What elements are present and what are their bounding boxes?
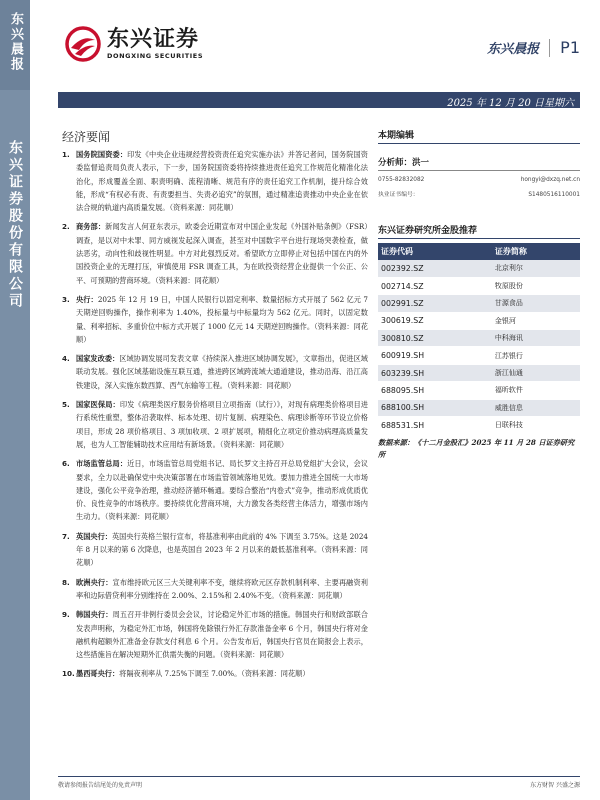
table-header-row — [378, 243, 580, 260]
table-row — [378, 277, 580, 294]
news-item — [62, 293, 368, 346]
right-column — [378, 128, 580, 461]
cert-label: 执业证书编号： — [378, 192, 419, 198]
divider — [378, 143, 580, 144]
stock-name: 福昕软件 — [492, 382, 580, 399]
news-text: 宣布维持欧元区三大关键利率不变，继续将欧元区存款机制利率、主要再融资利率和边际借贷利率分别维持在 2.00%、2.15%和 2.40%不变。（资料来源：同花顺） — [76, 577, 368, 600]
stock-name: 甘源食品 — [492, 295, 580, 312]
news-item — [62, 530, 368, 570]
editor-section-title: 本期编辑 — [378, 131, 415, 141]
news-text: 印发《病理类医疗服务价格项目立项指南（试行）》，对现有病理类价格项目进行系统性重塑，整体沿袭取样、标本处理、切片复制、病理染色、病理诊断等环节设立价格项目，形成 28 项价格项目、3 项加收项、2 项扩展项，精细化立项定价推动病理高质量发展，也为人工智能辅助技术应用结有新场景。（资料来源：同花顺） — [76, 400, 368, 449]
stock-name: 浙江仙通 — [492, 364, 580, 381]
news-headline: 市场监管总局： — [76, 459, 128, 469]
cert-number: S1480516110001 — [528, 192, 580, 198]
side-report-label: 东兴晨报 — [8, 12, 23, 72]
news-headline: 央行： — [76, 294, 98, 304]
news-item — [62, 576, 368, 603]
analyst-phone: 0755-82832082 — [378, 177, 425, 183]
news-number: 2. — [62, 222, 70, 232]
analyst-email[interactable]: hongyi@dxzq.net.cn — [520, 177, 580, 183]
news-item — [62, 148, 368, 214]
column-header: 证券代码 — [378, 243, 492, 260]
table-source-note: 数据来源：《十二月金股汇》2025 年 11 月 28 日证券研究所 — [378, 438, 575, 460]
table-row — [378, 260, 580, 277]
page-number: P1 — [560, 38, 580, 57]
news-text: 近日，市场监管总局党组书记、局长罗文主持召开总局党组扩大会议，会议要求，全力以赴确保党中央决策部署在市场监管领域落地见效。要加力推进全国统一大市场建设，强化公平竞争治理，推动经济循环畅通。要综合整治“内卷式”竞争，推动形成优质优价、良性竞争的市场秩序。要持续优化营商环境，大力激发各类经营主体活力，增强市场内生动力。（资料来源：同花顺） — [76, 459, 368, 522]
disclaimer-note: 敬请参阅报告结尾处的免责声明 — [58, 782, 143, 789]
news-number: 5. — [62, 400, 70, 410]
stock-name: 金银河 — [492, 312, 580, 329]
table-row — [378, 312, 580, 329]
news-text: 周五召开非例行委员会会议，讨论稳定外汇市场的措施。韩国央行和财政部联合发表声明称，为稳定外汇市场，韩国将免除银行外汇存款准备金率 6 个月，韩国央行将对金融机构超额外汇准备金存款支付利息 6 个月。公告发布后，韩国央行官员在简报会上表示，这些措施旨在解决短期外汇供需失衡的问题。（资料来源：同花顺） — [76, 610, 368, 660]
stock-name: 北京利尔 — [492, 260, 580, 277]
stock-code: 603239.SH — [378, 364, 492, 381]
news-headline: 国务院国资委： — [76, 150, 128, 159]
news-headline: 国家发改委： — [76, 354, 120, 364]
news-number: 8. — [62, 577, 70, 587]
news-list — [62, 148, 368, 687]
news-text: 印发《中央企业违规经营投资责任追究实施办法》并答记者问，国务院国资委监督追责局负责人表示，下一步，国务院国资委将持续推进责任追究工作规范化精准化法治化，形成覆盖全面、职责明确、流程清晰、规范有序的责任追究工作机制，提升综合效能，形成“有权必有责、有责要担当、失责必追究”的氛围，通过精准追责推动中央企业在依法合规的轨道内高质量发展。（资料来源：同花顺） — [76, 150, 368, 213]
stock-code: 688100.SH — [378, 399, 492, 416]
news-number: 9. — [62, 610, 70, 620]
logo-cn-text: 东兴证券 — [107, 27, 200, 52]
news-number: 4. — [62, 354, 70, 364]
news-item — [62, 220, 368, 286]
news-item — [62, 457, 368, 523]
stock-table-title: 东兴证券研究所金股推荐 — [378, 226, 478, 236]
news-text: 区域协调发展司发表文章《持续深入推进区域协调发展》，文章指出，促进区域联动发展。强化区域基础设施互联互通，推进跨区域跨流域大通道建设，推动沿海、沿江高铁建设，深入实施东数西算、西气东输等工程。（资料来源：同花顺） — [76, 354, 368, 390]
table-row — [378, 417, 580, 434]
report-date: 2025 年 12 月 20 日星期六 — [447, 98, 574, 109]
header-right — [487, 38, 580, 57]
analyst-name: 分析师：洪一 — [378, 158, 430, 168]
stock-code: 688095.SH — [378, 382, 492, 399]
news-headline: 商务部： — [76, 222, 106, 232]
stock-code: 300619.SZ — [378, 312, 492, 329]
table-row — [378, 347, 580, 364]
stock-name: 威胜信息 — [492, 399, 580, 416]
company-logo — [65, 26, 203, 62]
stock-code: 002991.SZ — [378, 295, 492, 312]
stock-code: 002714.SZ — [378, 277, 492, 294]
news-item — [62, 352, 368, 392]
page-footer — [58, 776, 580, 789]
news-headline: 韩国央行： — [76, 610, 113, 620]
news-item — [62, 667, 368, 680]
logo-en-text: DONGXING SECURITIES — [107, 52, 204, 60]
news-item — [62, 398, 368, 451]
divider — [378, 238, 580, 239]
news-number: 6. — [62, 459, 70, 469]
analyst-contact — [378, 175, 580, 186]
news-text: 英国央行英格兰银行宣布，将基准利率由此前的 4% 下调至 3.75%。这是 2024 年 8 月以来的第 6 次降息，也是英国自 2023 年 2 月以来的最低基准利率。（资料来源：同花顺） — [76, 531, 368, 568]
stock-code: 600919.SH — [378, 347, 492, 364]
analyst-cert — [378, 190, 580, 201]
footer-slogan: 东方财智 兴盛之源 — [530, 782, 580, 789]
header-divider — [549, 39, 550, 57]
section-title: 经济要闻 — [62, 130, 111, 144]
table-row — [378, 399, 580, 416]
stock-code: 300810.SZ — [378, 330, 492, 347]
stock-code: 002392.SZ — [378, 260, 492, 277]
stock-name: 江苏银行 — [492, 347, 580, 364]
stock-name: 日联科技 — [492, 417, 580, 434]
news-number: 10. — [62, 669, 75, 679]
news-headline: 墨西哥央行： — [76, 669, 120, 679]
news-item — [62, 608, 368, 661]
news-number: 7. — [62, 531, 70, 541]
news-text: 2025 年 12 月 19 日，中国人民银行以固定利率、数量招标方式开展了 562 亿元 7 天期逆回购操作，操作利率为 1.40%，投标量与中标量均为 562 亿元。同时，以固定数量、利率招标、多重价位中标方式开展了 1000 亿元 14 天期逆回购操作。（资料来源：同花顺） — [76, 294, 368, 344]
news-headline: 国家医保局： — [76, 400, 120, 410]
side-band — [0, 0, 30, 800]
table-row — [378, 382, 580, 399]
news-text: 将隔夜利率从 7.25%下调至 7.00%。（资料来源：同花顺） — [119, 669, 310, 679]
news-number: 3. — [62, 294, 70, 304]
stock-table — [378, 243, 580, 434]
column-header: 证券简称 — [492, 243, 580, 260]
divider — [378, 170, 580, 171]
stock-name: 牧原股份 — [492, 277, 580, 294]
news-text: 新闻发言人何亚东表示，欧委会近期宣布对中国企业发起《外国补贴条例》（FSR）调查，是以对中未罪、同方威视发起深入调查，甚至对中国数字平台进行现场突袭检查，做法恶劣，动向性和歧视性明显。中方对此强烈反对。希望欧方立即停止对包括中国在内的外国投资企业的无理打压，审慎使用 FSR 调查工具，为在欧投资经营企业提供一个公正、公平、可预期的营商环境。（资料来源：同花顺） — [76, 222, 368, 285]
stock-code: 688531.SH — [378, 417, 492, 434]
table-row — [378, 364, 580, 381]
table-row — [378, 295, 580, 312]
side-company-label: 东兴证券股份有限公司 — [7, 140, 23, 310]
date-bar — [58, 92, 580, 108]
news-number: 1. — [62, 150, 70, 159]
news-headline: 欧洲央行： — [76, 577, 113, 587]
logo-mark-icon — [65, 26, 101, 62]
stock-name: 中科海讯 — [492, 330, 580, 347]
table-row — [378, 330, 580, 347]
news-headline: 英国央行： — [76, 531, 112, 541]
report-title: 东兴晨报 — [487, 42, 540, 57]
